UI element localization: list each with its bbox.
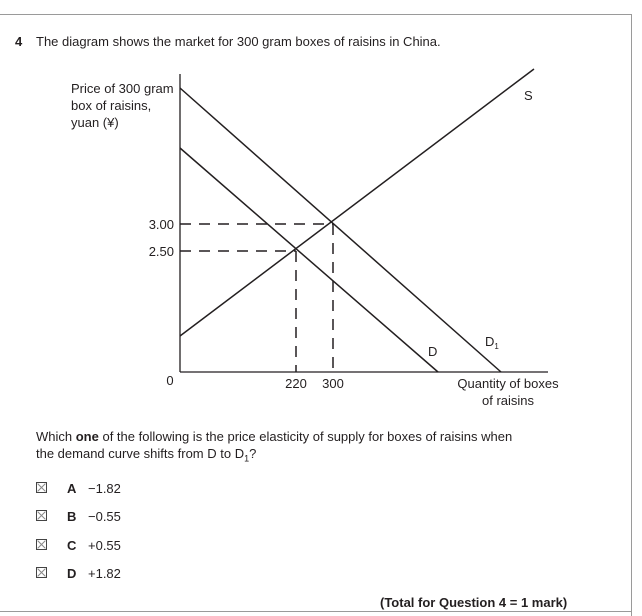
question-number: 4 xyxy=(15,34,23,49)
option-a-checkbox[interactable] xyxy=(36,482,47,493)
stem-part-2: of the following is the price elasticity of supply for boxes of raisins when xyxy=(98,429,513,444)
option-c-checkbox[interactable] xyxy=(36,539,47,550)
shifted-demand-label-sub: 1 xyxy=(494,342,499,351)
demand-curve-label: D xyxy=(428,344,438,359)
price-tick-300: 3.00 xyxy=(148,217,174,232)
option-d-letter: D xyxy=(67,566,77,581)
y-axis-label-line-3: yuan (¥) xyxy=(71,115,119,130)
quantity-tick-220: 220 xyxy=(285,376,307,391)
question-text: The diagram shows the market for 300 gram boxes of raisins in China. xyxy=(36,34,441,49)
shifted-demand-curve-label xyxy=(485,334,499,351)
option-b-value: −0.55 xyxy=(88,509,121,524)
option-a-letter: A xyxy=(67,481,77,496)
origin-label: 0 xyxy=(166,373,174,388)
option-a-value: −1.82 xyxy=(88,481,121,496)
question-total: (Total for Question 4 = 1 mark) xyxy=(380,595,568,610)
stem-line-1 xyxy=(36,428,596,445)
option-c-letter: C xyxy=(67,538,77,553)
price-tick-250: 2.50 xyxy=(148,244,174,259)
option-d-value: +1.82 xyxy=(88,566,121,581)
stem-part-3: the demand curve shifts from D to D xyxy=(36,446,245,461)
x-axis-label-line-1: Quantity of boxes xyxy=(457,376,559,391)
stem-line-2 xyxy=(36,445,596,468)
stem-emphasis: one xyxy=(75,429,99,444)
x-axis-label-line-2: of raisins xyxy=(481,393,535,408)
stem-subscript: 1 xyxy=(244,453,250,464)
option-b-checkbox[interactable] xyxy=(36,510,47,521)
supply-curve xyxy=(180,69,534,336)
quantity-tick-300: 300 xyxy=(322,376,344,391)
y-axis-label-line-2: box of raisins, xyxy=(71,98,152,113)
stem-part-1: Which xyxy=(36,429,76,444)
demand-curve-d xyxy=(180,148,438,372)
option-b-letter: B xyxy=(67,509,77,524)
option-d-checkbox[interactable] xyxy=(36,567,47,578)
y-axis-label-line-1: Price of 300 gram xyxy=(71,81,174,96)
shifted-demand-label-base: D xyxy=(485,334,495,349)
question-stem xyxy=(36,428,596,468)
supply-curve-label: S xyxy=(524,88,533,103)
option-c-value: +0.55 xyxy=(88,538,121,553)
stem-part-4: ? xyxy=(249,446,257,461)
